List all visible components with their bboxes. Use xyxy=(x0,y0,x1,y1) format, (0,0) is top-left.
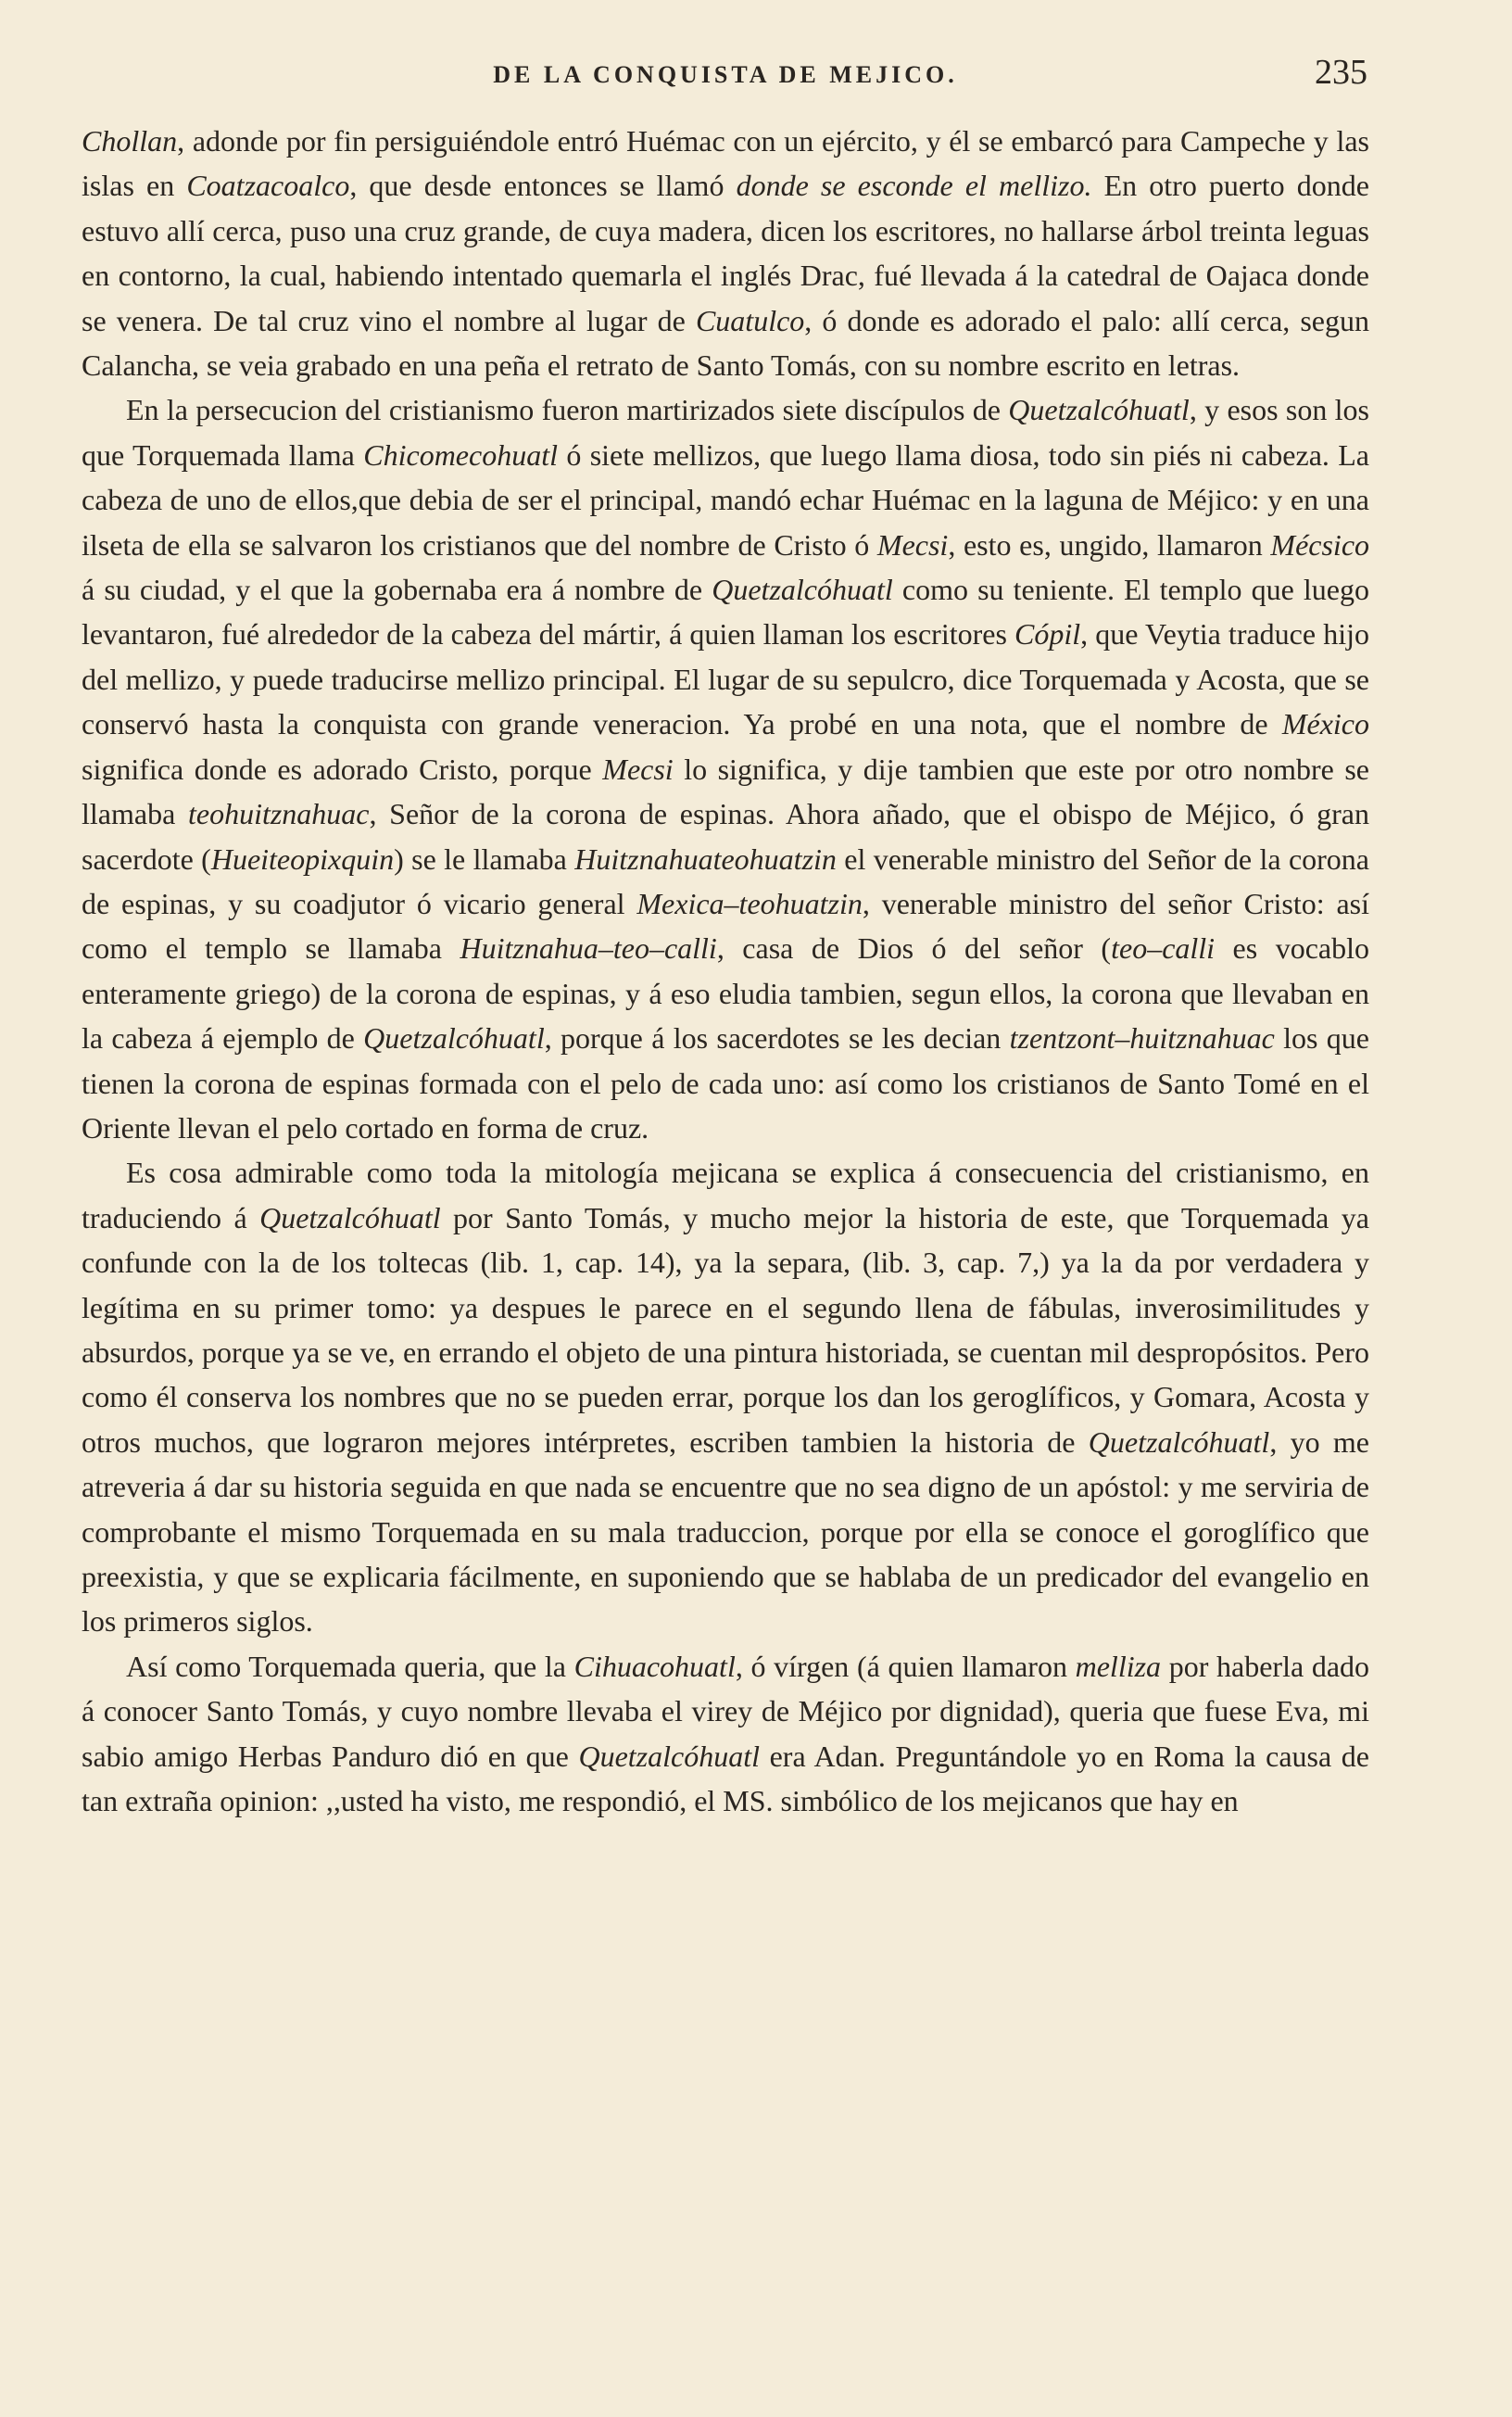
text-run: , y esos son los que Torquemada llama xyxy=(82,393,1370,472)
italic-term: Huitznahuateohuatzin xyxy=(574,842,837,876)
italic-term: Quetzalcóhuatl xyxy=(363,1021,545,1056)
italic-term: Quetzalcóhuatl xyxy=(712,573,893,607)
italic-term: teohuitznahuac xyxy=(187,797,370,831)
italic-term: Huitznahua–teo–calli xyxy=(460,931,717,966)
text-run: , que Veytia traduce hijo del mellizo, y puede traducirse mellizo principal. El lugar de su sepulcro, dice Torquemada y Acosta, que se conservó hasta la conquista con grande veneracion. Ya probé en una nota, que el nombre de xyxy=(82,617,1370,741)
text-run: , ó donde es adorado el palo: allí cerca, segun Calancha, se veia grabado en una peña el retrato de Santo Tomás, con su nombre escrito en letras. xyxy=(82,303,1370,383)
text-run: , casa de Dios ó del señor ( xyxy=(716,931,1112,966)
text-run: por haberla dado á conocer Santo Tomás, y cuyo nombre llevaba el virey de Méjico por dignidad), queria que fuese Eva, mi sabio amigo Herbas Panduro dió en que xyxy=(82,1649,1370,1773)
italic-term: Coatzacoalco xyxy=(186,169,350,203)
text-run: Es cosa admirable como toda la mitología mejicana se explica á consecuencia del cristianismo, en traduciendo á xyxy=(82,1156,1369,1234)
italic-term: Quetzalcóhuatl xyxy=(1088,1424,1270,1459)
italic-term: México xyxy=(1281,707,1369,741)
italic-term: Hueiteopixquin xyxy=(210,842,395,876)
italic-term: Cihuacohuatl xyxy=(573,1649,736,1683)
paragraph-1 xyxy=(82,119,1369,387)
italic-term: tzentzont–huitznahuac xyxy=(1009,1021,1275,1056)
body-text xyxy=(82,119,1369,1823)
text-run: lo significa, y dije tambien que este por otro nombre se llamaba xyxy=(82,752,1370,831)
italic-term: Mecsi xyxy=(876,527,949,562)
italic-term: Mécsico xyxy=(1270,527,1370,562)
page-header xyxy=(83,50,1367,106)
text-run: , que desde entonces se llamó xyxy=(349,169,737,203)
text-run: era Adan. Preguntándole yo en Roma la causa de tan extraña opinion: ,,usted ha visto, me respondió, el MS. simbólico de los mejicanos que hay en xyxy=(82,1739,1370,1818)
italic-term: teo–calli xyxy=(1111,931,1216,966)
text-run: , yo me atreveria á dar su historia seguida en que nada se encuentre que no sea digno de un apóstol: y me serviria de comprobante el mismo Torquemada en su mala traduccion, porque por ella se conoce el goroglífico que preexistia, y que se explicaria fácilmente, en suponiendo que se hablaba de un predicador del evangelio en los primeros siglos. xyxy=(82,1424,1370,1639)
paragraph-3 xyxy=(82,1150,1369,1643)
text-run: por Santo Tomás, y mucho mejor la historia de este, que Torquemada ya confunde con la de los toltecas (lib. 1, cap. 14), ya la separa, (lib. 3, cap. 7,) ya la da por verdadera y legítima en su primer tomo: ya despues le parece en el segundo llena de fábulas, inverosimilitudes y absurdos, porque ya se ve, en errando el objeto de una pintura historiada, se cuentan mil despropósitos. Pero como él conserva los nombres que no se pueden errar, porque los dan los geroglíficos, y Gomara, Acosta y otros muchos, que lograron mejores intérpretes, escriben tambien la historia de xyxy=(82,1200,1369,1459)
text-run: los que tienen la corona de espinas formada con el pelo de cada uno: así como los cristianos de Santo Tomé en el Oriente llevan el pelo cortado en forma de cruz. xyxy=(82,1021,1370,1145)
text-run: , ó vírgen (á quien llamaron xyxy=(735,1649,1076,1683)
text-run: , esto es, ungido, llamaron xyxy=(948,527,1271,562)
text-run: Así como Torquemada queria, que la xyxy=(126,1649,574,1683)
italic-term: Quetzalcóhuatl xyxy=(578,1739,760,1773)
italic-term: Cópil xyxy=(1014,617,1081,652)
running-title: DE LA CONQUISTA DE MEJICO. xyxy=(493,61,958,88)
italic-term: Chicomecohuatl xyxy=(363,437,558,472)
paragraph-2 xyxy=(82,387,1369,1150)
text-run: , Señor de la corona de espinas. Ahora añado, que el obispo de Méjico, ó gran sacerdote ( xyxy=(82,797,1370,876)
text-run: como su teniente. El templo que luego levantaron, fué alrededor de la cabeza del mártir, á quien llaman los escritores xyxy=(82,573,1370,652)
paragraph-4 xyxy=(82,1644,1369,1824)
page-number: 235 xyxy=(1315,53,1367,92)
text-run: el venerable ministro del Señor de la corona de espinas, y su coadjutor ó vicario general xyxy=(82,842,1370,920)
italic-term: Cuatulco xyxy=(695,303,805,337)
italic-term: Mecsi xyxy=(602,752,674,786)
text-run: ) se le llamaba xyxy=(394,842,575,876)
italic-term: Mexica–teohuatzin xyxy=(636,886,863,920)
text-run: , venerable ministro del señor Cristo: así como el templo se llamaba xyxy=(82,886,1369,966)
text-run: En otro puerto donde estuvo allí cerca, puso una cruz grande, de cuya madera, dicen los escritores, no hallarse árbol treinta leguas en contorno, la cual, habiendo intentado quemarla el inglés Drac, fué llevada á la catedral de Oajaca donde se venera. De tal cruz vino el nombre al lugar de xyxy=(82,169,1369,337)
italic-term: melliza xyxy=(1075,1649,1162,1683)
italic-term: donde se esconde el mellizo. xyxy=(736,169,1092,203)
italic-term: Quetzalcóhuatl xyxy=(259,1200,441,1234)
text-run: ó siete mellizos, que luego llama diosa, todo sin piés ni cabeza. La cabeza de uno de ellos,que debia de ser el principal, mandó echar Huémac en la laguna de Méjico: y en una ilseta de ella se salvaron los cristianos que del nombre de Cristo ó xyxy=(82,437,1370,562)
italic-term: Chollan xyxy=(82,124,178,158)
italic-term: Quetzalcóhuatl xyxy=(1008,393,1190,427)
text-run: significa donde es adorado Cristo, porque xyxy=(82,752,603,786)
text-run: , adonde por fin persiguiéndole entró Huémac con un ejército, y él se embarcó para Campeche y las islas en xyxy=(82,124,1369,203)
text-run: En la persecucion del cristianismo fueron martirizados siete discípulos de xyxy=(126,393,1009,427)
text-run: es vocablo enteramente griego) de la corona de espinas, y á eso eludia tambien, segun ellos, la corona que llevaban en la cabeza á ejemplo de xyxy=(82,931,1370,1056)
text-run: , porque á los sacerdotes se les decian xyxy=(544,1021,1010,1056)
text-run: á su ciudad, y el que la gobernaba era á nombre de xyxy=(82,573,712,607)
